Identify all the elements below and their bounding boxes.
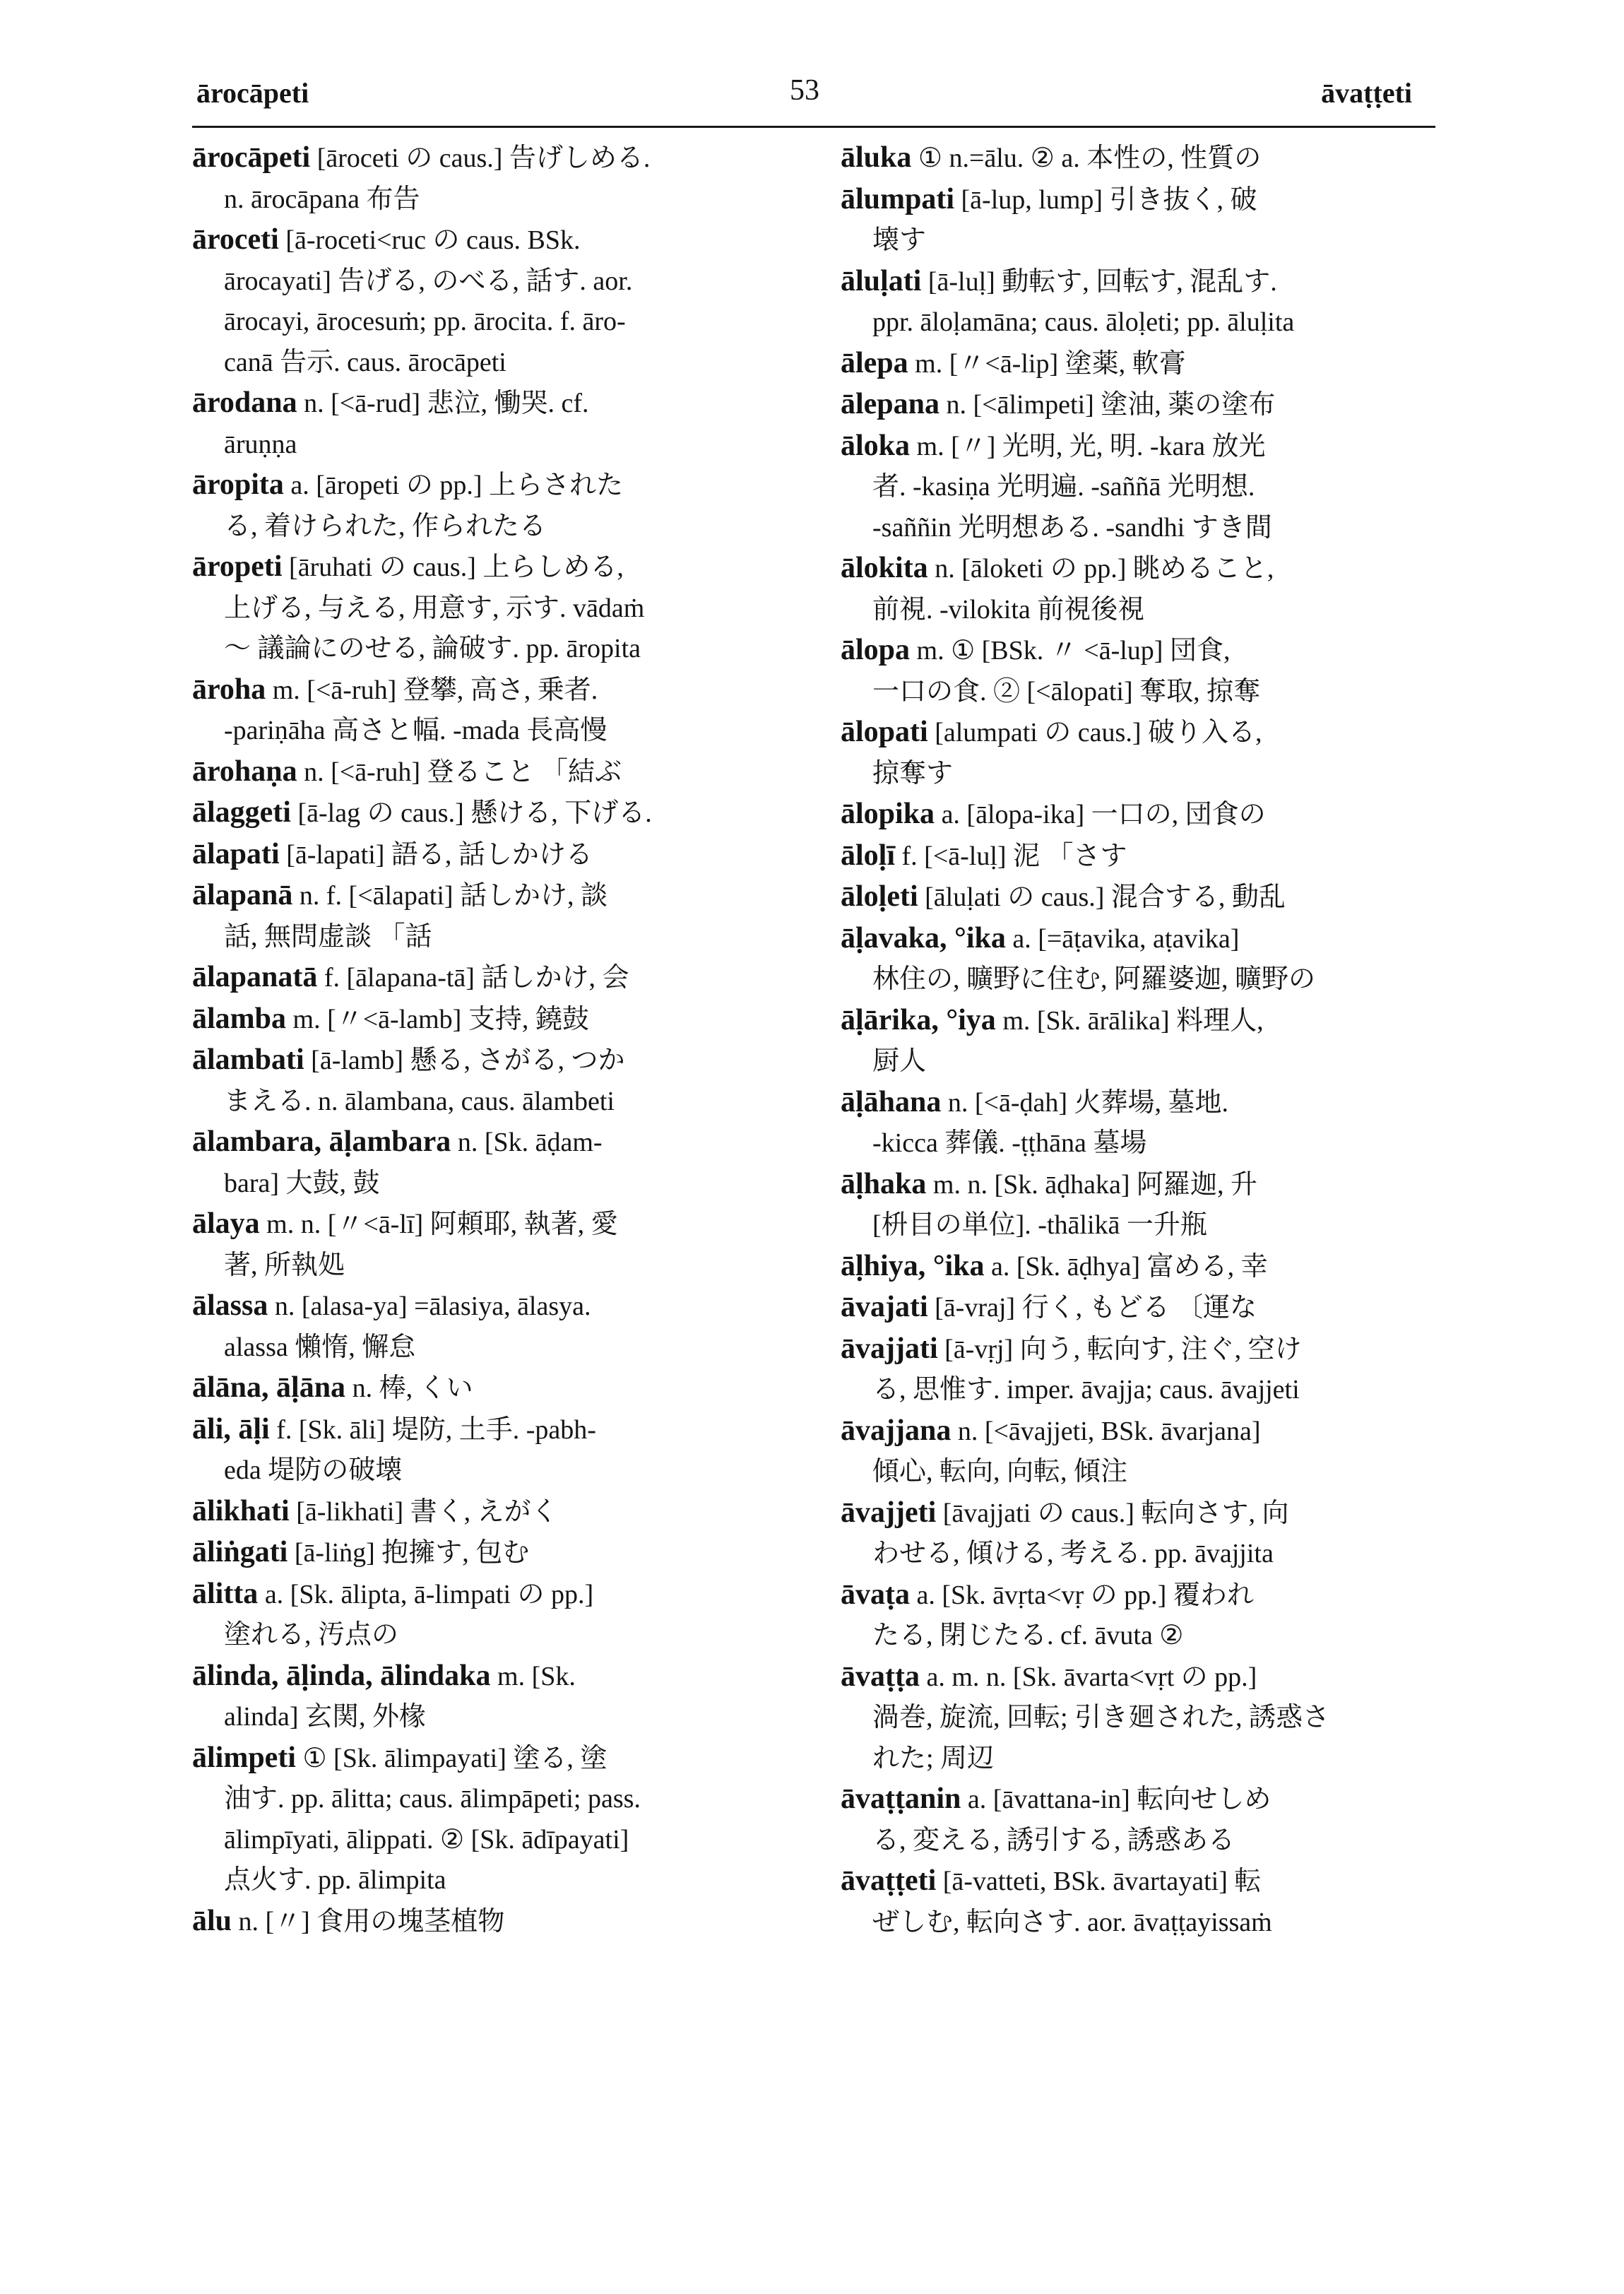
entry-headword: āluka — [841, 141, 912, 174]
dictionary-entry — [841, 1000, 1441, 1082]
entry-headword: āḷhiya, °ika — [841, 1249, 985, 1282]
entry-headword: āḷavaka, °ika — [841, 921, 1006, 954]
entry-headword: āropeti — [192, 550, 283, 583]
entry-continuation: 著, 所執処 — [224, 1250, 345, 1280]
entry-continuation: n. ārocāpana 布告 — [224, 184, 420, 214]
entry-headword: āvaṭṭeti — [841, 1864, 937, 1897]
entry-headword: ālaggeti — [192, 796, 291, 829]
entry-headword: ālapati — [192, 837, 280, 870]
entry-definition: a. [Sk. āvṛta<vṛ の pp.] 覆われ — [910, 1580, 1254, 1610]
page-number: 53 — [790, 74, 819, 107]
entry-headword: āloka — [841, 429, 911, 462]
entry-definition: [ā-lapati] 語る, 話しかける — [279, 839, 593, 870]
entry-definition: [ā-vṛj] 向う, 転向す, 注ぐ, 空け — [937, 1334, 1302, 1364]
entry-definition: [alumpati の caus.] 破り入る, — [927, 718, 1262, 747]
dictionary-entry — [192, 875, 807, 957]
entry-definition: a. [āropeti の pp.] 上らされた — [283, 471, 624, 500]
entry-definition: [ā-vraj] 行く, もどる 〔運な — [927, 1293, 1257, 1323]
entry-definition: [ā-luḷ] 動転す, 回転す, 混乱す. — [921, 266, 1277, 297]
entry-definition: [ā-lamb] 懸る, さがる, つか — [304, 1046, 625, 1075]
dictionary-entry — [192, 1738, 807, 1901]
entry-continuation: alinda] 玄関, 外椽 — [224, 1702, 427, 1732]
entry-continuation: 林住の, 曠野に住む, 阿羅婆迦, 曠野の — [872, 964, 1316, 994]
entry-definition: m. [Sk. ārālika] 料理人, — [995, 1005, 1264, 1036]
entry-definition: m. n. [〃<ā-lī] 阿頼耶, 執著, 愛 — [259, 1210, 618, 1239]
entry-definition: [ā-lup, lump] 引き抜く, 破 — [954, 184, 1257, 215]
entry-continuation: れた; 周辺 — [872, 1743, 995, 1773]
dictionary-entry — [192, 793, 807, 834]
entry-continuation: 者. -kasiṇa 光明遍. -saññā 光明想. — [872, 472, 1255, 502]
entry-continuation: ppr. āloḷamāna; caus. āloḷeti; pp. āluḷita — [872, 307, 1295, 337]
entry-headword: āḷāhana — [841, 1085, 942, 1118]
entry-definition: ① [Sk. ālimpayati] 塗る, 塗 — [295, 1743, 607, 1773]
entry-definition: f. [Sk. āli] 堤防, 土手. -pabh- — [269, 1414, 596, 1445]
entry-headword: āluḷati — [841, 264, 922, 297]
entry-headword: ālopa — [841, 634, 911, 666]
entry-continuation: わせる, 傾ける, 考える. pp. āvajjita — [872, 1539, 1274, 1568]
entry-definition: a. [āvattana-in] 転向せしめ — [961, 1785, 1272, 1814]
dictionary-entry — [841, 138, 1441, 179]
entry-definition: n. [<ā-ruh] 登ること 「結ぶ — [297, 757, 622, 787]
entry-definition: [ā-liṅg] 抱擁す, 包む — [288, 1538, 530, 1568]
entry-continuation: ārocayi, ārocesuṁ; pp. ārocita. f. āro- — [224, 307, 626, 336]
dictionary-entry — [192, 1656, 807, 1738]
entry-continuation: bara] 大鼓, 鼓 — [224, 1168, 380, 1198]
entry-definition: m. [〃<ā-lamb] 支持, 鐃鼓 — [286, 1004, 589, 1034]
entry-definition: [ā-vatteti, BSk. āvartayati] 転 — [936, 1867, 1262, 1896]
dictionary-entry — [192, 465, 807, 547]
entry-definition: [āroceti の caus.] 告げしめる. — [310, 143, 651, 173]
entry-headword: āloḷī — [841, 839, 896, 872]
dictionary-entry — [841, 1861, 1441, 1943]
entry-headword: ālumpati — [841, 182, 955, 215]
entry-definition: ① n.=ālu. ② a. 本性の, 性質の — [911, 143, 1262, 173]
entry-headword: āvaṭṭanin — [841, 1782, 961, 1815]
entry-definition: m. [Sk. — [490, 1661, 576, 1691]
entry-definition: n. [<ā-ḍah] 火葬場, 墓地. — [941, 1087, 1229, 1118]
dictionary-entry — [192, 957, 807, 999]
entry-definition: n. [〃] 食用の塊茎植物 — [232, 1906, 505, 1937]
dictionary-entry — [841, 1411, 1441, 1493]
entry-headword: ālassa — [192, 1289, 268, 1322]
entry-headword: ārohaṇa — [192, 755, 297, 788]
dictionary-entry — [841, 1493, 1441, 1575]
entry-continuation: āruṇṇa — [224, 429, 297, 459]
dictionary-entry — [192, 547, 807, 670]
entry-headword: āḷhaka — [841, 1167, 927, 1200]
dictionary-entry — [841, 712, 1441, 794]
entry-headword: āvajjeti — [841, 1496, 937, 1529]
entry-continuation: 点火す. pp. ālimpita — [224, 1865, 446, 1895]
entry-headword: ārocāpeti — [192, 141, 311, 174]
dictionary-entry — [841, 877, 1441, 918]
entry-definition: n. [Sk. āḍam- — [451, 1128, 603, 1157]
dictionary-entry — [192, 999, 807, 1041]
entry-continuation: ～ 議論にのせる, 論破す. pp. āropita — [224, 634, 641, 663]
entry-headword: āroceti — [192, 223, 279, 256]
dictionary-entry — [841, 426, 1441, 549]
dictionary-entry — [841, 918, 1441, 1000]
entry-headword: āvaṭṭa — [841, 1660, 920, 1693]
entry-continuation: alassa 懶惰, 懈怠 — [224, 1332, 416, 1362]
dictionary-entry — [192, 138, 807, 220]
dictionary-entry — [841, 630, 1441, 712]
entry-continuation: -pariṇāha 高さと幅. -mada 長高慢 — [224, 716, 607, 745]
dictionary-entry — [192, 1040, 807, 1122]
entry-definition: n. [<ā-rud] 悲泣, 慟哭. cf. — [297, 389, 589, 418]
entry-headword: āvaṭa — [841, 1578, 910, 1611]
entry-continuation: まえる. n. ālambana, caus. ālambeti — [224, 1086, 615, 1116]
entry-continuation: 渦巻, 旋流, 回転; 引き廻された, 誘惑さ — [872, 1703, 1330, 1732]
dictionary-entry — [841, 1246, 1441, 1288]
entry-definition: f. [ālapana-tā] 話しかけ, 会 — [317, 963, 629, 993]
entry-continuation: -saññin 光明想ある. -sandhi すき間 — [872, 512, 1272, 543]
entry-continuation: ārocayati] 告げる, のべる, 話す. aor. — [224, 266, 633, 296]
entry-definition: [āluḷati の caus.] 混合する, 動乱 — [918, 882, 1286, 912]
dictionary-entry — [841, 1164, 1441, 1246]
entry-continuation: 上げる, 与える, 用意す, 示す. vādaṁ — [224, 593, 645, 623]
entry-definition: a. [=āṭavika, aṭavika] — [1005, 923, 1240, 954]
dictionary-entry — [841, 1657, 1441, 1780]
entry-continuation: たる, 閉じたる. cf. āvuta ② — [872, 1621, 1184, 1650]
entry-headword: ālokita — [841, 552, 928, 584]
entry-definition: [āvajjati の caus.] 転向さす, 向 — [936, 1498, 1289, 1528]
entry-continuation: 掠奪す — [872, 758, 954, 788]
entry-definition: a. [Sk. āḍhya] 富める, 幸 — [984, 1251, 1268, 1282]
entry-headword: ālapanā — [192, 879, 293, 911]
entry-definition: n. [<āvajjeti, BSk. āvarjana] — [951, 1416, 1261, 1446]
dictionary-entry — [841, 343, 1441, 385]
entry-headword: ārodana — [192, 386, 297, 419]
dictionary-entry — [192, 1574, 807, 1656]
entry-continuation: 壊す — [872, 225, 927, 255]
entry-definition: [ā-roceti<ruc の caus. BSk. — [278, 225, 581, 255]
dictionary-entry — [192, 1368, 807, 1409]
entry-definition: n. f. [<ālapati] 話しかけ, 談 — [292, 881, 608, 911]
entry-headword: ālambati — [192, 1043, 304, 1076]
right-column — [841, 138, 1441, 1943]
entry-definition: [ā-likhati] 書く, えがく — [289, 1496, 558, 1527]
entry-headword: ālapanatā — [192, 961, 318, 993]
entry-headword: ālopati — [841, 716, 928, 748]
dictionary-entry — [192, 834, 807, 876]
entry-headword: ālimpeti — [192, 1741, 296, 1774]
dictionary-entry — [841, 794, 1441, 836]
entry-continuation: eda 堤防の破壊 — [224, 1455, 403, 1485]
entry-headword: ālepana — [841, 388, 940, 420]
entry-definition: f. [<ā-luḷ] 泥 「さす — [895, 841, 1127, 871]
entry-headword: ālāna, āḷāna — [192, 1371, 346, 1404]
entry-definition: a. [Sk. ālipta, ā-limpati の pp.] — [258, 1579, 594, 1609]
entry-headword: ālamba — [192, 1002, 287, 1035]
entry-definition: m. [<ā-ruh] 登攀, 高さ, 乗者. — [266, 675, 598, 705]
entry-definition: m. [〃] 光明, 光, 明. -kara 放光 — [910, 431, 1266, 461]
entry-headword: āvajati — [841, 1291, 928, 1323]
dictionary-entry — [841, 1779, 1441, 1861]
entry-definition: n. [āloketi の pp.] 眺めること, — [927, 554, 1274, 584]
entry-definition: a. [ālopa-ika] 一口の, 団食の — [935, 800, 1266, 829]
entry-headword: ālinda, āḷinda, ālindaka — [192, 1659, 491, 1692]
entry-headword: ālikhati — [192, 1494, 290, 1527]
dictionary-entry — [192, 1122, 807, 1204]
entry-definition: n. [alasa-ya] =ālasiya, ālasya. — [268, 1291, 591, 1321]
entry-continuation: 傾心, 転向, 向転, 傾注 — [872, 1457, 1128, 1486]
dictionary-entry — [841, 836, 1441, 877]
dictionary-entry — [841, 548, 1441, 630]
entry-headword: ālitta — [192, 1577, 259, 1610]
entry-headword: āropita — [192, 468, 284, 501]
entry-definition: n. 棒, くい — [345, 1373, 473, 1403]
entry-headword: ālu — [192, 1904, 232, 1937]
left-column — [192, 138, 807, 1942]
header-rule — [192, 126, 1435, 128]
entry-continuation: 厨人 — [872, 1046, 927, 1076]
left-guide-word: ārocāpeti — [196, 77, 309, 109]
entry-headword: āloḷeti — [841, 880, 918, 913]
entry-continuation: -kicca 葬儀. -ṭṭhāna 墓場 — [872, 1128, 1147, 1158]
entry-continuation: ālimpīyati, ālippati. ② [Sk. ādīpayati] — [224, 1824, 629, 1855]
dictionary-entry — [192, 752, 807, 793]
dictionary-entry — [192, 1491, 807, 1533]
entry-headword: āvajjati — [841, 1332, 938, 1365]
entry-headword: ālaya — [192, 1207, 260, 1240]
entry-definition: m. [〃<ā-lip] 塗薬, 軟膏 — [908, 348, 1186, 379]
entry-continuation: 前視. -vilokita 前視後視 — [872, 594, 1145, 625]
dictionary-entry — [192, 1409, 807, 1491]
entry-continuation: 話, 無問虚談 「話 — [224, 921, 432, 952]
dictionary-entry — [841, 1329, 1441, 1411]
dictionary-entry — [841, 179, 1441, 261]
entry-continuation: ぜしむ, 転向さす. aor. āvaṭṭayissaṁ — [872, 1907, 1272, 1937]
entry-definition: m. ① [BSk. 〃 <ā-lup] 団食, — [910, 636, 1231, 666]
entry-definition: [āruhati の caus.] 上らしめる, — [282, 552, 624, 582]
dictionary-entry — [841, 261, 1441, 343]
entry-headword: āli, āḷi — [192, 1412, 270, 1445]
dictionary-entry — [192, 1532, 807, 1574]
entry-continuation: 塗れる, 汚点の — [224, 1620, 399, 1650]
entry-continuation: る, 変える, 誘引する, 誘惑ある — [872, 1825, 1235, 1855]
dictionary-entry — [192, 1204, 807, 1286]
entry-headword: ālopika — [841, 798, 935, 830]
entry-definition: [ā-lag の caus.] 懸ける, 下げる. — [290, 798, 652, 828]
dictionary-entry — [841, 384, 1441, 426]
dictionary-entry — [192, 1901, 807, 1943]
entry-headword: ālambara, āḷambara — [192, 1125, 451, 1158]
dictionary-entry — [841, 1287, 1441, 1329]
entry-continuation: る, 思惟す. imper. āvajja; caus. āvajjeti — [872, 1375, 1300, 1405]
entry-continuation: 油す. pp. ālitta; caus. ālimpāpeti; pass. — [224, 1784, 641, 1814]
entry-headword: āroha — [192, 673, 266, 706]
entry-headword: āvajjana — [841, 1414, 952, 1447]
right-guide-word: āvaṭṭeti — [1321, 77, 1412, 109]
entry-definition: n. [<ālimpeti] 塗油, 薬の塗布 — [940, 390, 1276, 420]
dictionary-entry — [192, 1286, 807, 1368]
dictionary-entry — [192, 383, 807, 465]
entry-headword: ālepa — [841, 346, 908, 379]
entry-definition: a. m. n. [Sk. āvarta<vṛt の pp.] — [919, 1662, 1257, 1692]
dictionary-entry — [841, 1575, 1441, 1657]
entry-continuation: 一口の食. ② [<ālopati] 奪取, 掠奪 — [872, 676, 1261, 706]
entry-continuation: canā 告示. caus. ārocāpeti — [224, 347, 506, 377]
entry-headword: āliṅgati — [192, 1536, 288, 1568]
entry-continuation: る, 着けられた, 作られたる — [224, 511, 547, 541]
dictionary-entry — [192, 670, 807, 752]
entry-headword: āḷārika, °iya — [841, 1003, 996, 1036]
dictionary-entry — [192, 220, 807, 383]
entry-definition: m. n. [Sk. āḍhaka] 阿羅迦, 升 — [926, 1169, 1257, 1200]
dictionary-entry — [841, 1082, 1441, 1164]
entry-continuation: [枡目の単位]. -thālikā 一升瓶 — [872, 1210, 1207, 1240]
